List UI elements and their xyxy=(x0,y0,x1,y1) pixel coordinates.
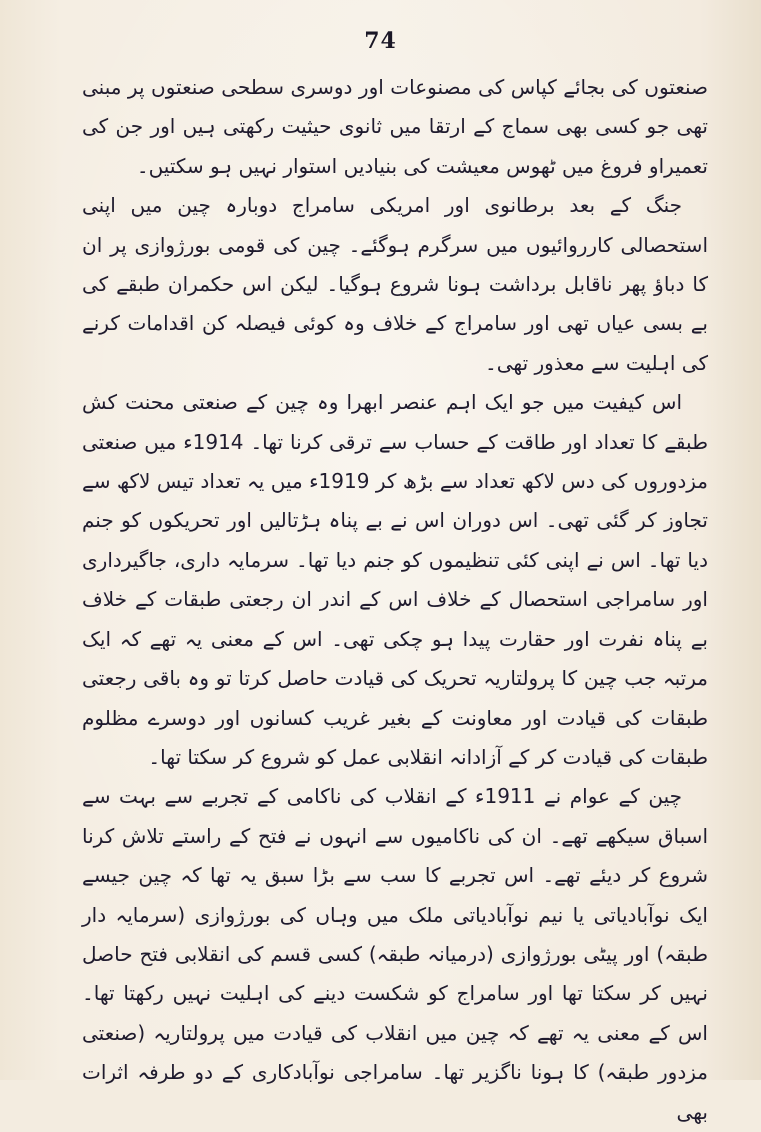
page-number: 74 xyxy=(364,28,397,54)
paragraph-2: جنگ کے بعد برطانوی اور امریکی سامراج دوبارہ چین میں اپنی استحصالی کارروائیوں میں سرگرم ہوگئے۔ چین کی قومی بورژوازی پر ان کا دباؤ پھر ناقابل برداشت ہونا شروع ہوگیا۔ لیکن اس حکمران طبقے کی بے بسی عیاں تھی اور سامراج کے خلاف وہ کوئی فیصلہ کن اقدامات کرنے کی اہلیت سے معذور تھی۔ xyxy=(82,193,708,375)
paragraph-3: اس کیفیت میں جو ایک اہم عنصر ابھرا وہ چین کے صنعتی محنت کش طبقے کا تعداد اور طاقت کے حساب سے ترقی کرنا تھا۔ 1914ء میں صنعتی مزدوروں کی دس لاکھ تعداد سے بڑھ کر 1919ء میں یہ تعداد تیس لاکھ سے تجاوز کر گئی تھی۔ اس دوران اس نے بے پناہ ہڑتالیں اور تحریکوں کو جنم دیا تھا۔ اس نے اپنی کئی تنظیموں کو جنم دیا تھا۔ سرمایہ داری، جاگیرداری اور سامراجی استحصال کے خلاف اس کے اندر ان رجعتی طبقات کے خلاف بے پناہ نفرت اور حقارت پیدا ہو چکی تھی۔ اس کے معنی یہ تھے کہ ایک مرتبہ جب چین کا پرولتاریہ تحریک کی قیادت حاصل کرتا تو وہ باقی رجعتی طبقات کی قیادت اور معاونت کے بغیر غریب کسانوں اور دوسرے مظلوم طبقات کی قیادت کر کے آزادانہ انقلابی عمل کو شروع کر سکتا تھا۔ xyxy=(82,390,709,769)
paragraph-1: صنعتوں کی بجائے کپاس کی مصنوعات اور دوسری سطحی صنعتوں پر مبنی تھی جو کسی بھی سماج کے ارتقا میں ثانوی حیثیت رکھتی ہیں اور جن کی تعمیراو فروغ میں ٹھوس معیشت کی بنیادیں استوار نہیں ہو سکتیں۔ xyxy=(82,75,708,178)
page-text-body xyxy=(82,68,708,1132)
paragraph-4: چین کے عوام نے 1911ء کے انقلاب کی ناکامی کے تجربے سے بہت سے اسباق سیکھے تھے۔ ان کی ناکامیوں سے انہوں نے فتح کے راستے تلاش کرنا شروع کر دیئے تھے۔ اس تجربے کا سب سے بڑا سبق یہ تھا کہ چین جیسے ایک نوآبادیاتی یا نیم نوآبادیاتی ملک میں وہاں کی بورژوازی (سرمایہ دار طبقہ) اور پیٹی بورژوازی (درمیانہ طبقہ) کسی قسم کی انقلابی فتح حاصل نہیں کر سکتا تھا اور سامراج کو شکست دینے کی اہلیت نہیں رکھتا تھا۔ اس کے معنی یہ تھے کہ چین میں انقلاب کی قیادت میں پرولتاریہ (صنعتی مزدور طبقہ) کا ہونا ناگزیر تھا۔ سامراجی نوآبادکاری کے دو طرفہ اثرات بھی xyxy=(82,784,708,1124)
